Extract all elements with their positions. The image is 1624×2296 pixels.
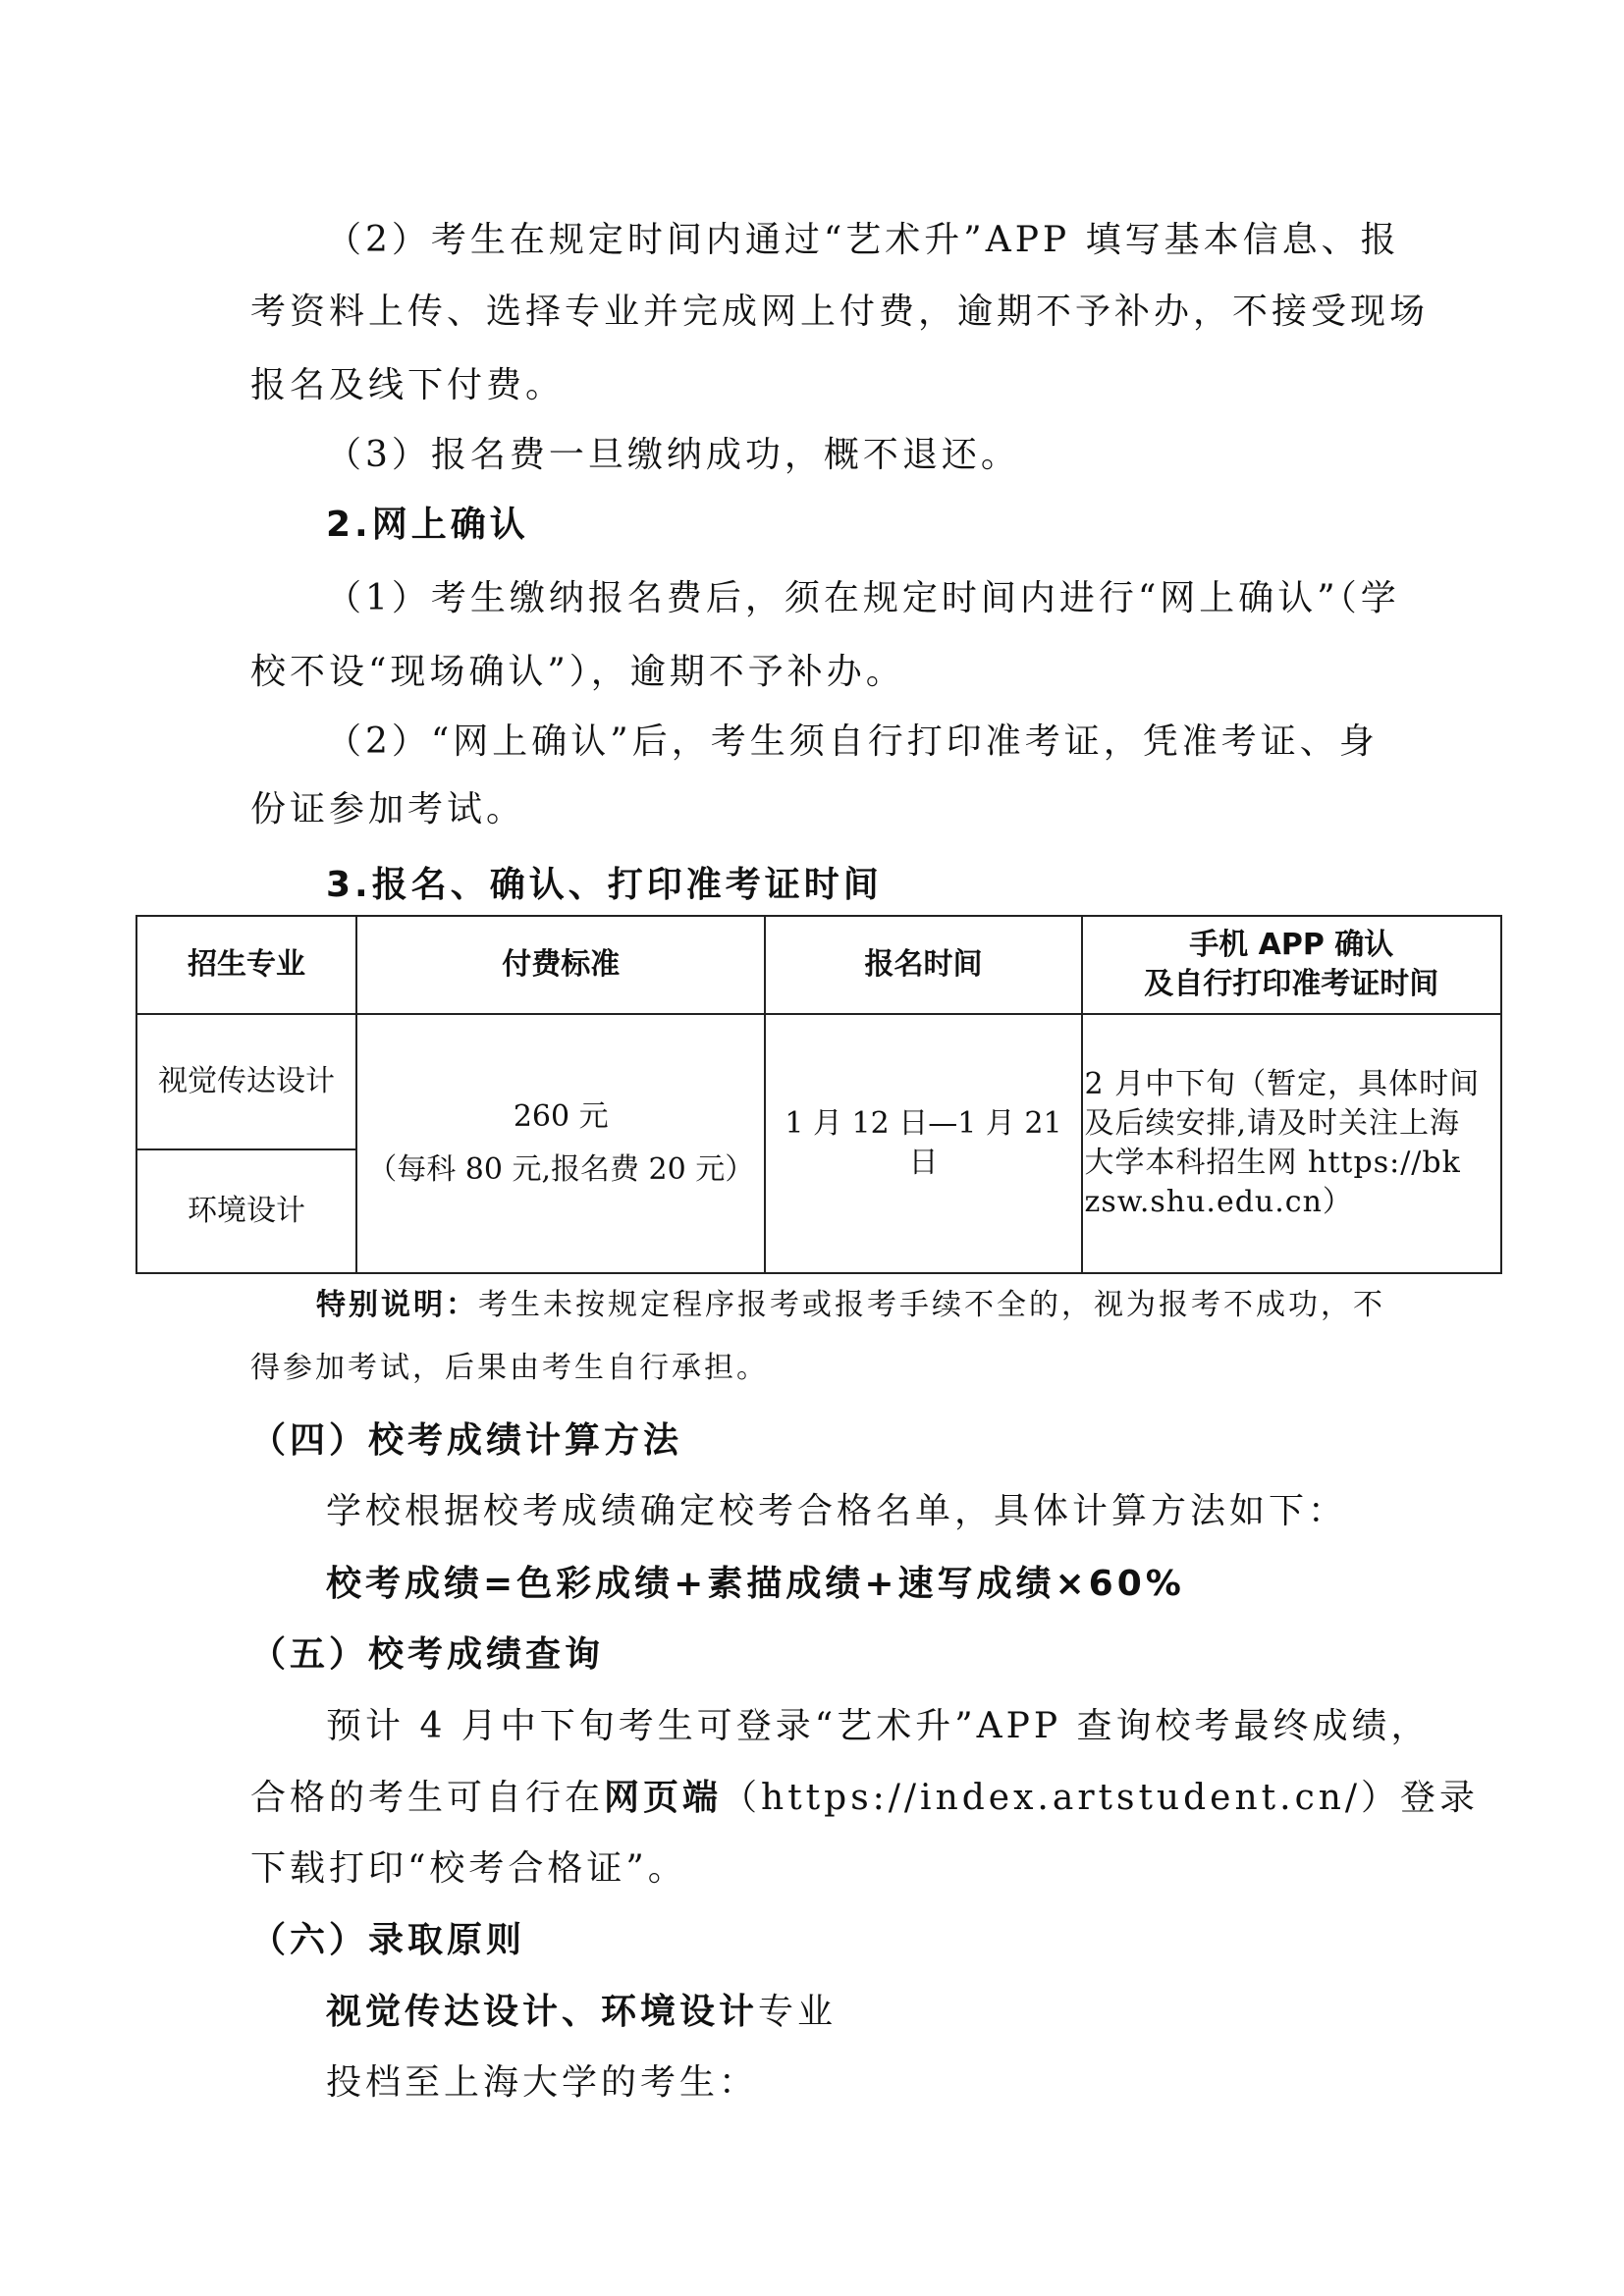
section-5-line-1: 预计 4 月中下旬考生可登录“艺术升”APP 查询校考最终成绩， <box>326 1706 1431 1746</box>
special-note-line-2: 得参加考试，后果由考生自行承担。 <box>250 1351 769 1385</box>
fee-cell <box>356 1014 765 1273</box>
text: 合格的考生可自行在 <box>250 1778 605 1818</box>
confirm-line: 及后续安排,请及时关注上海 <box>1084 1106 1461 1141</box>
reg-time-cell: 1 月 12 日—1 月 21 日 <box>765 1014 1081 1273</box>
web-portal-label: 网页端 <box>604 1778 723 1818</box>
confirm-line: 大学本科招生网 https://bk <box>1084 1146 1461 1180</box>
major-cell: 环境设计 <box>136 1149 356 1273</box>
header-major: 招生专业 <box>136 916 356 1014</box>
header-reg-time: 报名时间 <box>765 916 1081 1014</box>
paragraph-3: （3）报名费一旦缴纳成功，概不退还。 <box>326 435 1020 475</box>
confirm-1-line-1: （1）考生缴纳报名费后，须在规定时间内进行“网上确认”（学 <box>326 578 1400 618</box>
section-5-title: （五）校考成绩查询 <box>250 1634 605 1675</box>
confirm-line: zsw.shu.edu.cn） <box>1084 1185 1353 1219</box>
major-cell: 视觉传达设计 <box>136 1014 356 1149</box>
section-5-line-3: 下载打印“校考合格证”。 <box>250 1848 687 1889</box>
paragraph-2-line-1: （2）考生在规定时间内通过“艺术升”APP 填写基本信息、报 <box>326 220 1400 260</box>
registration-table <box>135 915 1502 1274</box>
header-confirm-line-1: 手机 APP 确认 <box>1189 928 1394 962</box>
score-formula: 校考成绩=色彩成绩+素描成绩+速写成绩×60% <box>326 1564 1185 1604</box>
fee-detail: （每科 80 元,报名费 20 元） <box>367 1152 755 1187</box>
majors-suffix: 专业 <box>758 1992 838 2032</box>
section-5-line-2 <box>250 1777 1479 1820</box>
special-note-text: 考生未按规定程序报考或报考手续不全的，视为报考不成功，不 <box>478 1288 1385 1322</box>
section-4-text: 学校根据校考成绩确定校考合格名单，具体计算方法如下： <box>326 1491 1348 1531</box>
confirm-1-line-2: 校不设“现场确认”），逾期不予补办。 <box>250 652 905 692</box>
heading-schedule: 3.报名、确认、打印准考证时间 <box>326 865 883 905</box>
special-note-line-1 <box>316 1284 1385 1327</box>
fee-main: 260 元 <box>513 1099 609 1134</box>
confirm-time-cell <box>1082 1014 1501 1273</box>
table-row <box>136 1014 1501 1149</box>
header-fee: 付费标准 <box>356 916 765 1014</box>
portal-url: （https://index.artstudent.cn/）登录 <box>722 1778 1480 1818</box>
paragraph-2-line-2: 考资料上传、选择专业并完成网上付费，逾期不予补办，不接受现场 <box>250 292 1430 332</box>
majors-bold: 视觉传达设计、环境设计 <box>326 1992 759 2032</box>
section-6-majors <box>326 1991 837 2034</box>
section-6-title: （六）录取原则 <box>250 1920 526 1960</box>
confirm-2-line-2: 份证参加考试。 <box>250 789 526 829</box>
table-header-row <box>136 916 1501 1014</box>
section-6-text: 投档至上海大学的考生： <box>326 2062 759 2103</box>
special-note-label: 特别说明： <box>316 1288 478 1322</box>
confirm-line: 2 月中下旬（暂定，具体时间 <box>1084 1067 1481 1101</box>
header-confirm-line-2: 及自行打印准考证时间 <box>1144 967 1439 1001</box>
section-4-title: （四）校考成绩计算方法 <box>250 1420 683 1461</box>
heading-online-confirm: 2.网上确认 <box>326 505 529 545</box>
header-confirm-time <box>1082 916 1501 1014</box>
paragraph-2-line-3: 报名及线下付费。 <box>250 365 566 405</box>
confirm-2-line-1: （2）“网上确认”后，考生须自行打印准考证，凭准考证、身 <box>326 721 1379 762</box>
